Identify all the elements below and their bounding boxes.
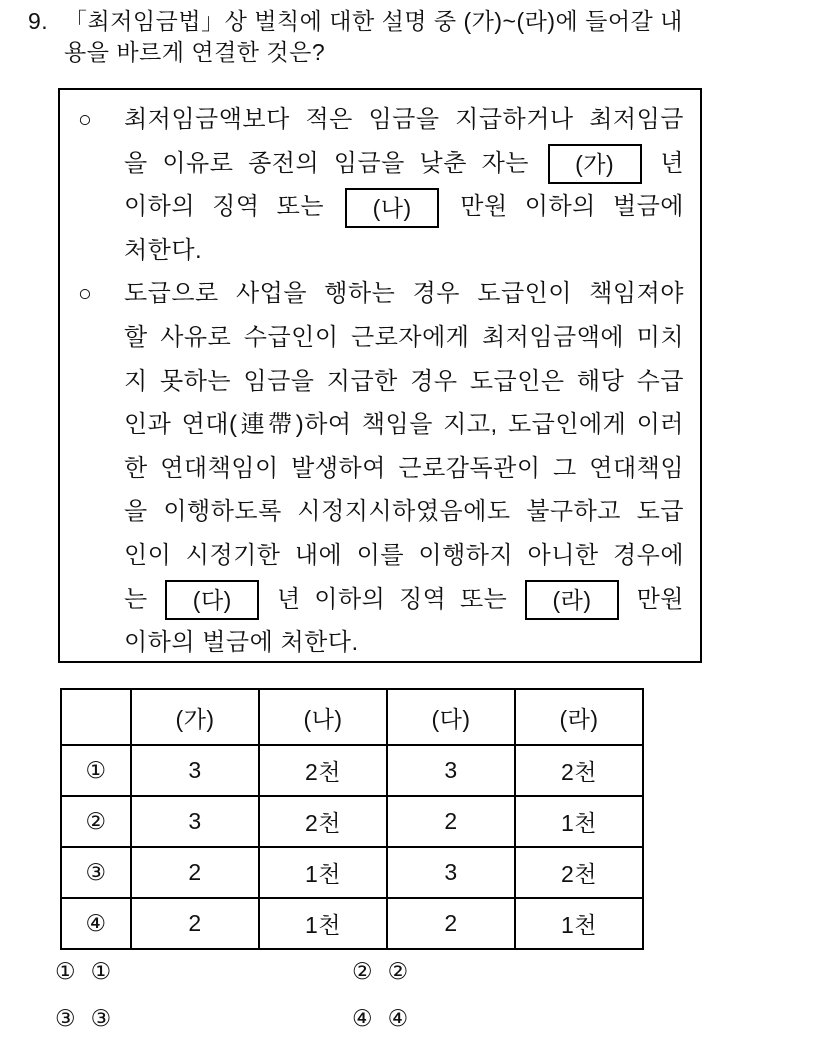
table-cell: 2천 bbox=[259, 745, 387, 796]
table-header-cell: (가) bbox=[131, 689, 259, 745]
blank-box: (가) bbox=[548, 144, 642, 184]
table-cell: 3 bbox=[131, 796, 259, 847]
question-text bbox=[64, 6, 683, 68]
table-cell: 1천 bbox=[515, 898, 643, 949]
blank-box: (다) bbox=[165, 580, 259, 620]
table-cell: 2 bbox=[131, 898, 259, 949]
table-header-cell: (나) bbox=[259, 689, 387, 745]
passage-line: 을 이유로 종전의 임금을 낮춘 자는 (가) 년 bbox=[74, 142, 684, 186]
choice-marker: ① bbox=[55, 958, 76, 984]
table-row-label: ④ bbox=[61, 898, 131, 949]
choice-item[interactable] bbox=[352, 956, 535, 986]
table-header-row bbox=[61, 689, 643, 745]
passage-box bbox=[58, 88, 702, 663]
blank-box: (나) bbox=[345, 188, 439, 228]
choice-value: ③ bbox=[90, 1005, 112, 1031]
answer-table bbox=[60, 688, 644, 950]
question-number: 9. bbox=[28, 8, 49, 34]
table-row bbox=[61, 745, 643, 796]
passage-line: 처한다. bbox=[124, 236, 203, 264]
table-cell: 2천 bbox=[515, 745, 643, 796]
choice-value: ④ bbox=[387, 1005, 409, 1031]
table-header-cell bbox=[61, 689, 131, 745]
passage-line: 지 못하는 임금을 지급한 경우 도급인은 해당 수급 bbox=[124, 367, 684, 395]
passage-line: 인과 연대(連帶)하여 책임을 지고, 도급인에게 이러 bbox=[124, 411, 684, 439]
choice-marker: ③ bbox=[55, 1005, 76, 1031]
table-cell: 3 bbox=[387, 745, 515, 796]
table-row-label: ② bbox=[61, 796, 131, 847]
choice-item[interactable] bbox=[352, 1003, 535, 1033]
table-row-label: ① bbox=[61, 745, 131, 796]
passage-line: 이하의 징역 또는 (나) 만원 이하의 벌금에 bbox=[74, 185, 684, 229]
circle-bullet-icon: ○ bbox=[78, 106, 93, 132]
table-cell: 2 bbox=[387, 898, 515, 949]
question-text-line: 「최저임금법」상 벌칙에 대한 설명 중 (가)~(라)에 들어갈 내 bbox=[64, 8, 683, 34]
table-cell: 3 bbox=[131, 745, 259, 796]
table-cell: 2천 bbox=[259, 796, 387, 847]
table-header-cell: (라) bbox=[515, 689, 643, 745]
table-cell: 2천 bbox=[515, 847, 643, 898]
choice-value: ① bbox=[90, 958, 112, 984]
question-header bbox=[28, 6, 812, 68]
table-cell: 1천 bbox=[259, 847, 387, 898]
table-row bbox=[61, 796, 643, 847]
circle-bullet-icon: ○ bbox=[78, 280, 93, 307]
question-text-line: 용을 바르게 연결한 것은? bbox=[64, 39, 326, 65]
passage-line: 인이 시정기한 내에 이를 이행하지 아니한 경우에 bbox=[124, 541, 684, 569]
choice-marker: ② bbox=[352, 958, 373, 984]
choice-item[interactable] bbox=[55, 956, 352, 986]
table-cell: 1천 bbox=[515, 796, 643, 847]
choice-item[interactable] bbox=[55, 1003, 352, 1033]
table-cell: 2 bbox=[131, 847, 259, 898]
passage-line: 는 (다) 년 이하의 징역 또는 (라) 만원 bbox=[74, 578, 684, 622]
passage-line: ○ 도급으로 사업을 행하는 경우 도급인이 책임져야 bbox=[74, 272, 684, 316]
choice-value: ② bbox=[387, 958, 409, 984]
table-cell: 3 bbox=[387, 847, 515, 898]
choices bbox=[55, 956, 535, 1033]
blank-box: (라) bbox=[525, 580, 619, 620]
choice-marker: ④ bbox=[352, 1005, 373, 1031]
passage-line: 을 이행하도록 시정지시하였음에도 불구하고 도급 bbox=[124, 498, 684, 526]
table-header-cell: (다) bbox=[387, 689, 515, 745]
table-cell: 1천 bbox=[259, 898, 387, 949]
table-row bbox=[61, 898, 643, 949]
table-row-label: ③ bbox=[61, 847, 131, 898]
passage-line: 이하의 벌금에 처한다. bbox=[124, 629, 359, 657]
passage-line: ○ 최저임금액보다 적은 임금을 지급하거나 최저임금 bbox=[74, 98, 684, 142]
passage-line: 할 사유로 수급인이 근로자에게 최저임금액에 미치 bbox=[124, 323, 684, 351]
table-row bbox=[61, 847, 643, 898]
table-cell: 2 bbox=[387, 796, 515, 847]
passage-line: 한 연대책임이 발생하여 근로감독관이 그 연대책임 bbox=[124, 454, 684, 482]
